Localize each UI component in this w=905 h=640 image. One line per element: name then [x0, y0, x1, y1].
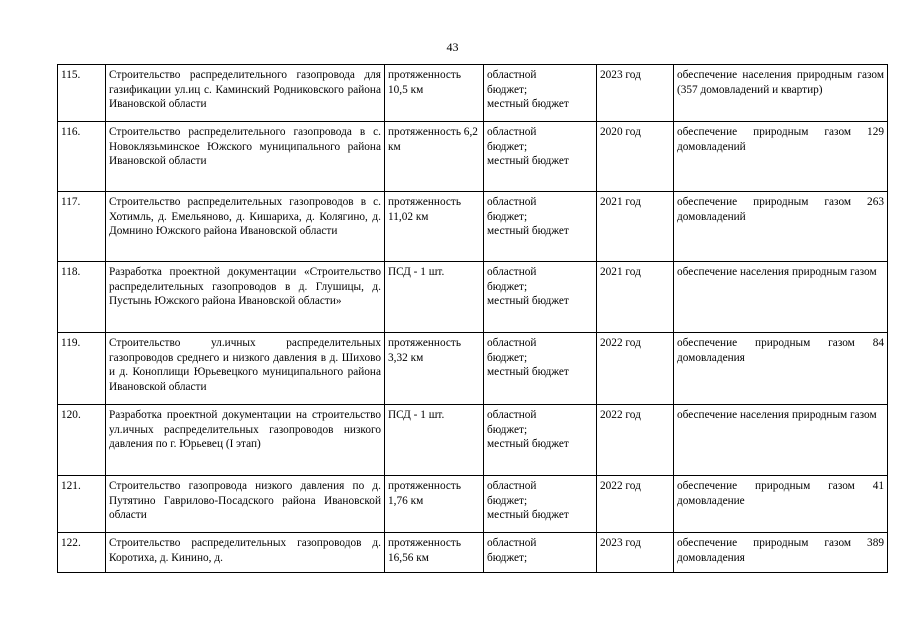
row-number: 115. [58, 65, 106, 122]
completion-year: 2020 год [597, 122, 674, 192]
project-name: Строительство распределительного газопровода для газификации ул.иц с. Каминский Родниковского района Ивановской области [106, 65, 385, 122]
project-name: Строительство газопровода низкого давления по д. Путятино Гаврилово-Посадского района Ивановской области [106, 476, 385, 533]
funding-source-line: местный бюджет [487, 509, 569, 521]
table-row [58, 122, 888, 192]
funding-source-line: областной [487, 480, 537, 492]
expected-result: обеспечение населения природным газом [674, 405, 888, 476]
funding-source-line: бюджет; [487, 83, 528, 96]
completion-year: 2022 год [597, 333, 674, 405]
funding-source [484, 192, 597, 262]
project-parameter: протяженность 10,5 км [385, 65, 484, 122]
funding-source-line: областной [487, 337, 537, 349]
funding-source-line: местный бюджет [487, 295, 569, 307]
row-number: 120. [58, 405, 106, 476]
table-row [58, 533, 888, 573]
completion-year: 2022 год [597, 405, 674, 476]
row-number: 121. [58, 476, 106, 533]
funding-source-line: бюджет; [487, 494, 528, 507]
funding-source [484, 122, 597, 192]
expected-result: обеспечение населения природным газом (357 домовладений и квартир) [674, 65, 888, 122]
row-number: 122. [58, 533, 106, 573]
project-parameter: протяженность 16,56 км [385, 533, 484, 573]
project-parameter: протяженность 3,32 км [385, 333, 484, 405]
funding-source-line: областной [487, 196, 537, 208]
project-name: Строительство распределительных газопроводов в с. Хотимль, д. Емельяново, д. Кишариха, д. Колягино, д. Домнино Южского района Ивановской области [106, 192, 385, 262]
funding-source-line: местный бюджет [487, 438, 569, 450]
funding-source [484, 533, 597, 573]
funding-source-line: бюджет; [487, 351, 528, 364]
project-parameter: протяженность 6,2 км [385, 122, 484, 192]
row-number: 117. [58, 192, 106, 262]
completion-year: 2021 год [597, 262, 674, 333]
table-row [58, 262, 888, 333]
funding-source [484, 333, 597, 405]
row-number: 118. [58, 262, 106, 333]
project-parameter: протяженность 1,76 км [385, 476, 484, 533]
table-row [58, 476, 888, 533]
funding-source-line: областной [487, 537, 537, 549]
expected-result: обеспечение населения природным газом [674, 262, 888, 333]
expected-result: обеспечение природным газом 41 домовладение [674, 476, 888, 533]
table-row [58, 405, 888, 476]
funding-source-line: местный бюджет [487, 155, 569, 167]
row-number: 116. [58, 122, 106, 192]
funding-source-line: областной [487, 126, 537, 138]
funding-source-line: бюджет; [487, 551, 528, 564]
funding-source-line: бюджет; [487, 280, 528, 293]
page-number: 43 [446, 40, 459, 54]
funding-source-line: бюджет; [487, 423, 528, 436]
project-name: Строительство распределительного газопровода в с. Новоклязьминское Южского муниципального района Ивановской области [106, 122, 385, 192]
funding-source [484, 476, 597, 533]
expected-result: обеспечение природным газом 84 домовладения [674, 333, 888, 405]
funding-source [484, 405, 597, 476]
expected-result: обеспечение природным газом 389 домовладения [674, 533, 888, 573]
funding-source-line: местный бюджет [487, 366, 569, 378]
project-parameter: ПСД - 1 шт. [385, 405, 484, 476]
funding-source-line: местный бюджет [487, 225, 569, 237]
funding-source-line: областной [487, 266, 537, 278]
project-parameter: протяженность 11,02 км [385, 192, 484, 262]
funding-source [484, 65, 597, 122]
funding-source-line: областной [487, 409, 537, 421]
expected-result: обеспечение природным газом 263 домовладений [674, 192, 888, 262]
funding-source-line: местный бюджет [487, 98, 569, 110]
funding-source-line: областной [487, 69, 537, 81]
funding-source-line: бюджет; [487, 210, 528, 223]
table-row [58, 192, 888, 262]
project-parameter: ПСД - 1 шт. [385, 262, 484, 333]
project-name: Разработка проектной документации на строительство ул.ичных распределительных газопроводов низкого давления по г. Юрьевец (I этап) [106, 405, 385, 476]
funding-source-line: бюджет; [487, 140, 528, 153]
row-number: 119. [58, 333, 106, 405]
table-row [58, 65, 888, 122]
completion-year: 2023 год [597, 533, 674, 573]
completion-year: 2023 год [597, 65, 674, 122]
funding-source [484, 262, 597, 333]
completion-year: 2022 год [597, 476, 674, 533]
project-name: Разработка проектной документации «Строительство распределительных газопроводов в д. Глушицы, д. Пустынь Южского района Ивановской области» [106, 262, 385, 333]
expected-result: обеспечение природным газом 129 домовладений [674, 122, 888, 192]
table-row [58, 333, 888, 405]
gasification-plan-table [57, 64, 888, 573]
completion-year: 2021 год [597, 192, 674, 262]
project-name: Строительство ул.ичных распределительных газопроводов среднего и низкого давления в д. Шихово и д. Коноплищи Юрьевецкого муниципального района Ивановской области [106, 333, 385, 405]
project-name: Строительство распределительных газопроводов д. Коротиха, д. Кинино, д. [106, 533, 385, 573]
